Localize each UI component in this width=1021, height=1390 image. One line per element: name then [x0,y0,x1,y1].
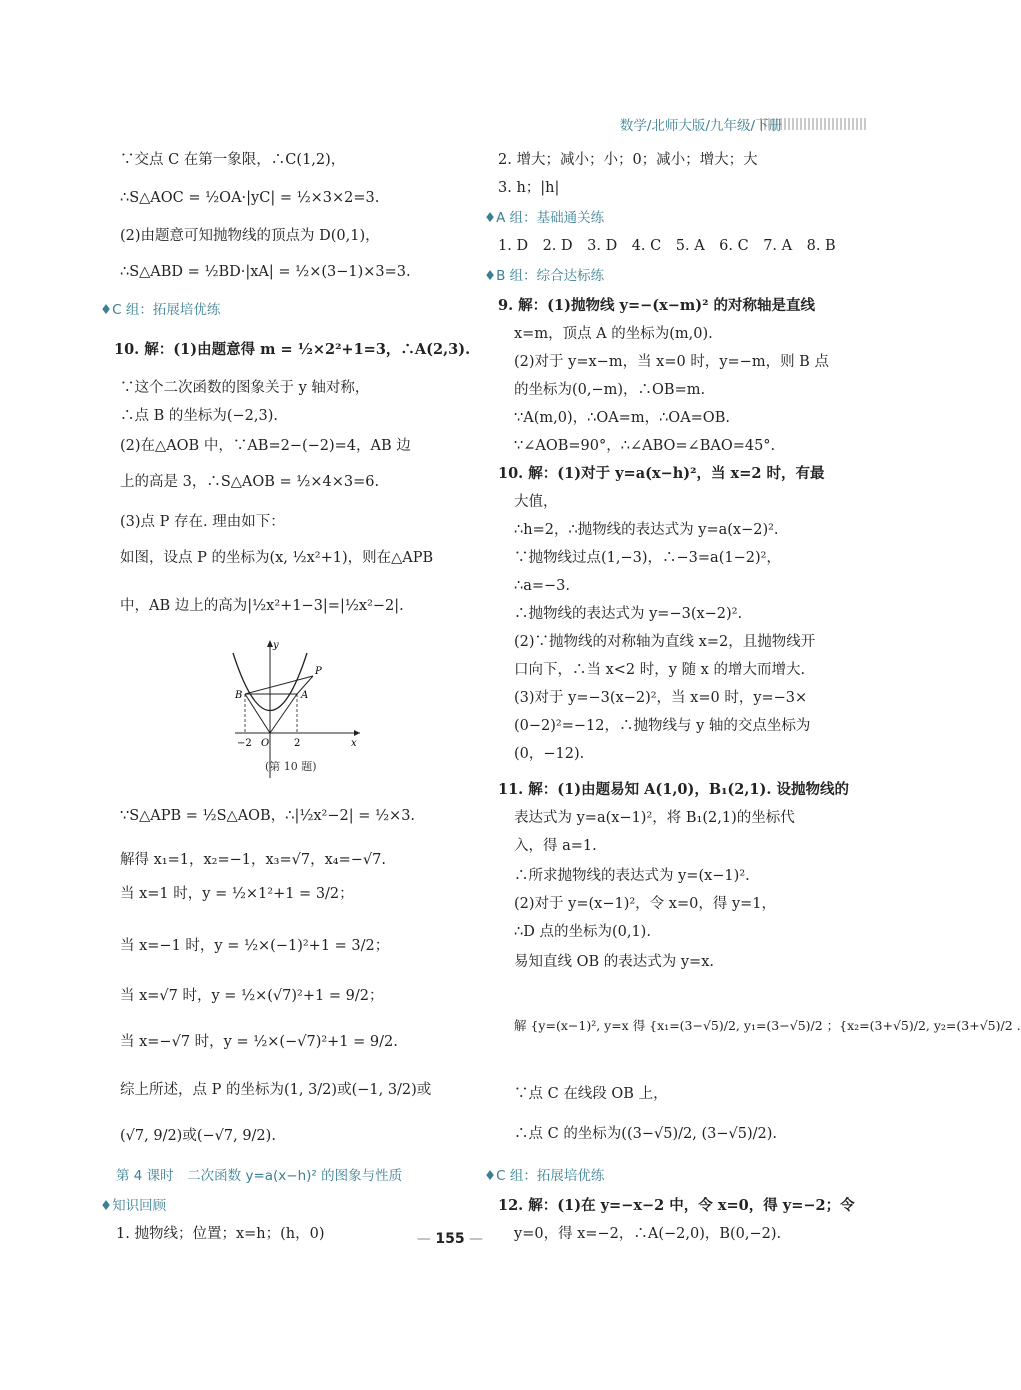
section-heading: ♦B 组：综合达标练 [484,268,605,284]
text-line: 的坐标为(0,−m)，∴OB=m. [514,382,706,398]
text-line: 上的高是 3，∴S△AOB = ½×4×3=6. [120,474,380,490]
text-line: 入，得 a=1. [514,838,597,854]
text-line: ∴点 C 的坐标为((3−√5)/2, (3−√5)/2). [514,1126,777,1142]
text-line: (3)对于 y=−3(x−2)²，当 x=0 时，y=−3× [514,690,808,706]
section-heading: ♦知识回顾 [100,1198,167,1214]
text-line: 表达式为 y=a(x−1)²，将 B₁(2,1)的坐标代 [514,810,795,826]
text-line: 如图，设点 P 的坐标为(x, ½x²+1)，则在△APB [120,550,434,566]
text-line: 10. 解：(1)由题意得 m = ½×2²+1=3，∴A(2,3). [114,341,471,358]
text-line: 9. 解：(1)抛物线 y=−(x−m)² 的对称轴是直线 [498,297,816,314]
text-line: 当 x=−1 时，y = ½×(−1)²+1 = 3/2； [120,938,390,954]
system-of-equations: 解 {y=(x−1)², y=x 得 {x₁=(3−√5)/2, y₁=(3−√5)/2 ；{x₂=(3+√5)/2, y₂=(3+√5)/2 . [514,1018,1021,1033]
text-line: (2)∵抛物线的对称轴为直线 x=2，且抛物线开 [514,634,816,650]
lesson-title: 第 4 课时 二次函数 y=a(x−h)² 的图象与性质 [116,1168,403,1184]
text-line: ∵抛物线过点(1,−3)，∴−3=a(1−2)²， [514,550,781,566]
text-line: 解得 x₁=1，x₂=−1，x₃=√7，x₄=−√7. [120,852,386,868]
text-line: ∵∠AOB=90°，∴∠ABO=∠BAO=45°. [514,438,776,454]
text-line: x=m，顶点 A 的坐标为(m,0). [514,326,713,342]
text-line: ∴点 B 的坐标为(−2,3). [120,408,279,424]
text-line: 3. h；|h| [498,180,560,196]
text-line: 2. 增大；减小；小；0；减小；增大；大 [498,152,758,168]
text-line: 11. 解：(1)由题易知 A(1,0)，B₁(2,1). 设抛物线的 [498,781,849,798]
text-line: 当 x=−√7 时，y = ½×(−√7)²+1 = 9/2. [120,1034,398,1050]
text-line: ∴S△ABD = ½BD·|xA| = ½×(3−1)×3=3. [120,264,411,280]
figure-label: P [315,666,322,677]
text-line: ∵这个二次函数的图象关于 y 轴对称， [120,380,370,396]
page-header: 数学/北师大版/九年级/下册 [619,118,782,134]
text-line: 中，AB 边上的高为|½x²+1−3|=|½x²−2|. [120,598,404,614]
figure-label: y [273,640,279,651]
figure-label: 2 [294,738,301,749]
text-line: 1. 抛物线；位置；x=h；(h，0) [116,1226,325,1242]
text-line: ∴h=2，∴抛物线的表达式为 y=a(x−2)². [514,522,779,538]
section-heading: ♦C 组：拓展培优练 [100,302,221,318]
text-line: ∴抛物线的表达式为 y=−3(x−2)². [514,606,743,622]
text-line: (0，−12). [514,746,585,762]
text-line: ∵S△APB = ½S△AOB，∴|½x²−2| = ½×3. [120,808,416,824]
figure-label: x [351,738,357,749]
text-line: 10. 解：(1)对于 y=a(x−h)²，当 x=2 时，有最 [498,465,825,482]
figure-caption: (第 10 题) [265,760,317,773]
text-line: (0−2)²=−12，∴抛物线与 y 轴的交点坐标为 [514,718,811,734]
text-line: (2)对于 y=(x−1)²，令 x=0，得 y=1， [514,896,777,912]
text-line: (2)对于 y=x−m，当 x=0 时，y=−m，则 B 点 [514,354,829,370]
text-line: 大值， [514,494,558,510]
figure-label: A [301,690,309,701]
text-line: (2)由题意可知抛物线的顶点为 D(0,1)， [120,228,380,244]
section-heading: ♦C 组：拓展培优练 [484,1168,605,1184]
text-line: ∵点 C 在线段 OB 上， [514,1086,668,1102]
page-number: — 155 — [0,1231,900,1247]
text-line: ∴S△AOC = ½OA·|yC| = ½×3×2=3. [120,190,380,206]
text-line: 综上所述，点 P 的坐标为(1, 3/2)或(−1, 3/2)或 [120,1082,432,1098]
text-line: 当 x=√7 时，y = ½×(√7)²+1 = 9/2； [120,988,384,1004]
text-line: 12. 解：(1)在 y=−x−2 中，令 x=0，得 y=−2；令 [498,1197,855,1214]
section-heading: ♦A 组：基础通关练 [484,210,605,226]
text-line: ∴a=−3. [514,578,571,594]
figure-label: B [235,690,243,701]
figure-label: −2 [237,738,252,749]
text-line: ∴所求抛物线的表达式为 y=(x−1)². [514,868,750,884]
text-line: 易知直线 OB 的表达式为 y=x. [514,954,714,970]
text-line: (2)在△AOB 中，∵AB=2−(−2)=4，AB 边 [120,438,411,454]
text-line: ∴D 点的坐标为(0,1). [514,924,651,940]
text-line: (√7, 9/2)或(−√7, 9/2). [120,1128,276,1144]
text-line: (3)点 P 存在. 理由如下： [120,514,285,530]
text-line: ∵交点 C 在第一象限，∴C(1,2)， [120,152,346,168]
text-line: 1. D 2. D 3. D 4. C 5. A 6. C 7. A 8. B [498,238,836,254]
text-line: 当 x=1 时，y = ½×1²+1 = 3/2； [120,886,354,902]
text-line: 口向下，∴当 x<2 时，y 随 x 的增大而增大. [514,662,806,678]
text-line: y=0，得 x=−2，∴A(−2,0)，B(0,−2). [514,1226,782,1242]
text-line: ∵A(m,0)，∴OA=m，∴OA=OB. [514,410,730,426]
figure-label: O [261,738,270,749]
